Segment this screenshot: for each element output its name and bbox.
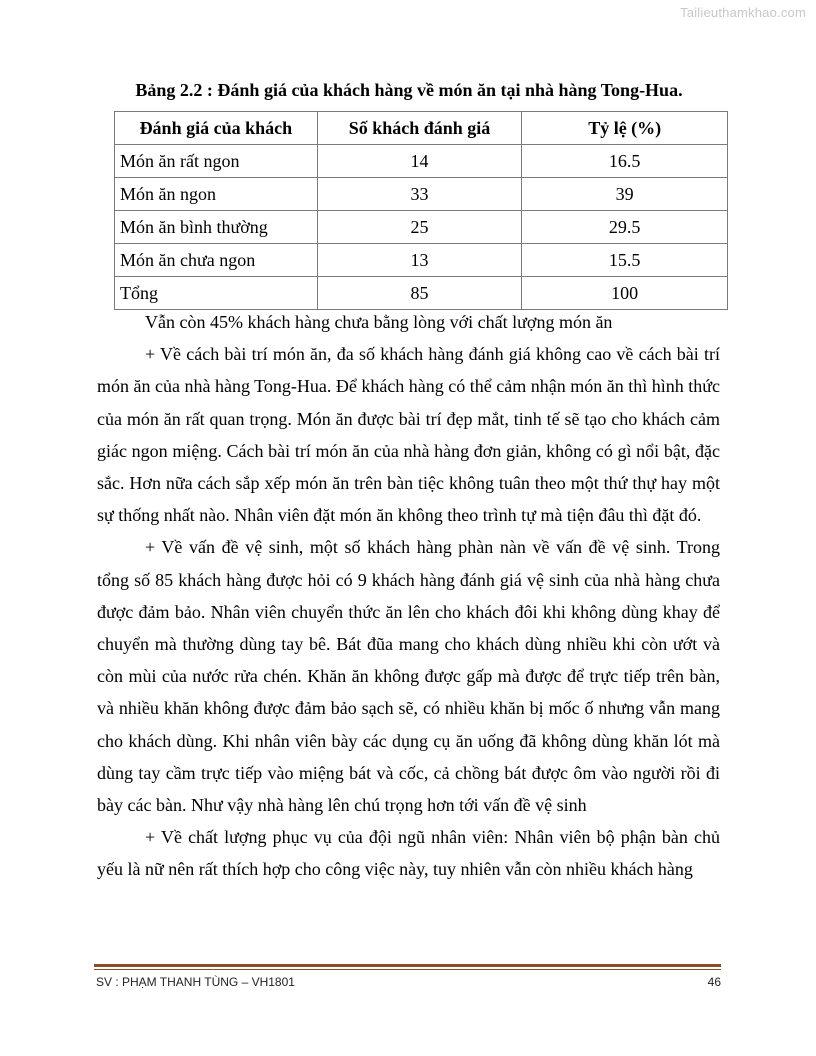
cell-count: 85 [317,277,522,310]
cell-rating: Tổng [115,277,318,310]
paragraph-hygiene: + Về vấn đề vệ sinh, một số khách hàng phàn nàn về vấn đề vệ sinh. Trong tổng số 85 khách hàng được hỏi có 9 khách hàng đánh giá vệ sinh của nhà hàng chưa được đảm bảo. Nhân viên chuyển thức ăn lên cho khách đôi khi không dùng khay để chuyển mà thường dùng tay bê. Bát đũa mang cho khách dùng nhiều khi còn ướt và còn mùi của nước rửa chén. Khăn ăn không được gấp mà được để trực tiếp trên bàn, và nhiều khăn không được đảm bảo sạch sẽ, có nhiều khăn bị mốc ố nhưng vẫn mang cho khách dùng. Khi nhân viên bày các dụng cụ ăn uống đã không dùng khăn lót mà dùng tay cầm trực tiếp vào miệng bát và cốc, cả chồng bát được ôm vào người rồi đi bày các bàn. Như vậy nhà hàng lên chú trọng hơn tới vấn đề vệ sinh [97,537,720,816]
table-row [115,178,728,211]
page-number: 46 [707,975,721,989]
paragraph-presentation: + Về cách bài trí món ăn, đa số khách hàng đánh giá không cao về cách bài trí món ăn của nhà hàng Tong-Hua. Để khách hàng có thể cảm nhận món ăn thì hình thức của món ăn rất quan trọng. Món ăn được bài trí đẹp mắt, tinh tế sẽ tạo cho khách cảm giác ngon miệng. Cách bài trí món ăn của nhà hàng đơn giản, không có gì nổi bật, đặc sắc. Hơn nữa cách sắp xếp món ăn trên bàn tiệc không tuân theo một thứ thự hay một sự thống nhất nào. Nhân viên đặt món ăn không theo trình tự mà tiện đâu thì đặt đó. [97,344,720,526]
footer-author: SV : PHẠM THANH TÙNG – VH1801 [96,975,295,989]
table-row [115,244,728,277]
cell-percent: 39 [522,178,728,211]
column-header-count: Số khách đánh giá [317,112,522,145]
cell-percent: 100 [522,277,728,310]
cell-rating: Món ăn ngon [115,178,318,211]
watermark: Tailieuthamkhao.com [680,5,806,20]
cell-rating: Món ăn chưa ngon [115,244,318,277]
cell-percent: 15.5 [522,244,728,277]
cell-count: 33 [317,178,522,211]
cell-percent: 29.5 [522,211,728,244]
footer-divider [94,964,721,970]
cell-percent: 16.5 [522,145,728,178]
table-row [115,145,728,178]
table-header-row [115,112,728,145]
table-row-total [115,277,728,310]
body-text [97,306,720,886]
cell-rating: Món ăn bình thường [115,211,318,244]
rating-table [114,111,728,310]
table-row [115,211,728,244]
column-header-rating: Đánh giá của khách [115,112,318,145]
cell-count: 13 [317,244,522,277]
paragraph-summary: Vẫn còn 45% khách hàng chưa bằng lòng với chất lượng món ăn [145,312,613,332]
cell-rating: Món ăn rất ngon [115,145,318,178]
paragraph-service: + Về chất lượng phục vụ của đội ngũ nhân viên: Nhân viên bộ phận bàn chủ yếu là nữ nên rất thích hợp cho công việc này, tuy nhiên vẫn còn nhiều khách hàng [97,827,720,880]
cell-count: 14 [317,145,522,178]
column-header-percent: Tỷ lệ (%) [522,112,728,145]
cell-count: 25 [317,211,522,244]
table-caption: Bảng 2.2 : Đánh giá của khách hàng về món ăn tại nhà hàng Tong-Hua. [135,80,683,100]
